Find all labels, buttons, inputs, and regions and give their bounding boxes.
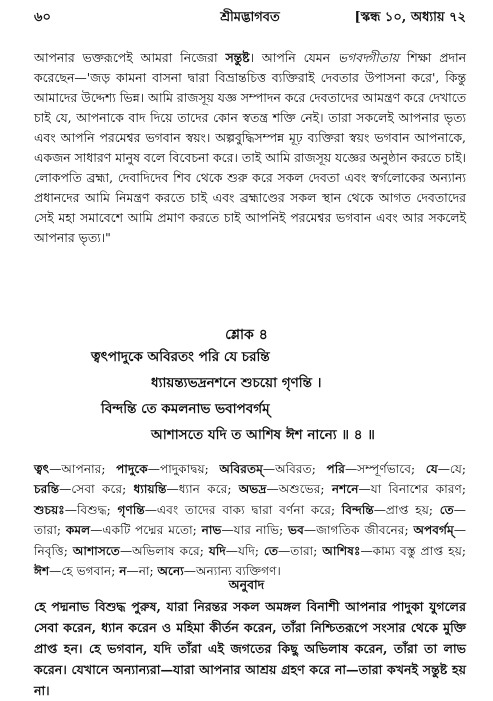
synonym-meaning: তারা; bbox=[34, 523, 66, 538]
verse-line-3: বিন্দন্তি তে কমলনাভ ভবাপবর্গম্ bbox=[101, 401, 270, 417]
synonym-word: ভব bbox=[288, 523, 304, 538]
synonym-word: তে bbox=[264, 543, 279, 558]
synonym-word: যদি bbox=[208, 543, 226, 558]
synonym-word: ন bbox=[119, 564, 127, 579]
synonym-word: নশনে bbox=[331, 482, 359, 497]
synonym-meaning: আপনার; bbox=[61, 462, 117, 476]
purport-text-1: আপনার ভক্তরূপেই আমরা নিজেরা bbox=[34, 50, 226, 65]
synonym-word: চরন্তি bbox=[34, 482, 60, 497]
synonym-meaning: তারা; bbox=[290, 543, 323, 558]
synonym-meaning: এবং তাদের বাক্য দ্বারা বর্ণনা করে; bbox=[156, 502, 342, 517]
synonym-meaning: না; bbox=[138, 564, 158, 579]
purport-bold-word: সন্তুষ্ট bbox=[225, 50, 250, 65]
purport-italic-title: ভগবদ্গীতায় bbox=[337, 50, 399, 65]
synonym-word: তে bbox=[439, 502, 454, 517]
verse-line-1: ত্বৎপাদুকে অবিরতং পরি যে চরন্তি bbox=[91, 349, 270, 365]
synonym-word: ধ্যায়ন্তি bbox=[133, 482, 167, 497]
synonym-meaning: যে; bbox=[449, 462, 466, 476]
synonym-word: নাভ bbox=[201, 523, 222, 538]
verse-line-2: ধ্যায়ন্ত্যভদ্রনশনে শুচয়ো গৃণন্তি । bbox=[151, 375, 322, 391]
synonym-word: পাদুকে bbox=[116, 462, 148, 476]
synonym-meaning: বিশুদ্ধ; bbox=[76, 502, 118, 517]
running-header bbox=[34, 6, 466, 28]
synonym-meaning: সম্পূর্ণভাবে; bbox=[357, 462, 426, 476]
synonym-word: গৃণন্তি bbox=[117, 502, 145, 517]
synonym-word: ত্বৎ bbox=[34, 462, 50, 476]
synonym-meaning: যার নাভি; bbox=[233, 523, 289, 538]
synonym-meaning: অন্যান্য ব্যক্তিগণ। bbox=[195, 564, 281, 579]
synonym-word: ঈশ bbox=[34, 564, 50, 579]
synonym-meaning: সেবা করে; bbox=[71, 482, 134, 497]
synonym-word: কমল bbox=[65, 523, 91, 538]
synonym-word: বিন্দন্তি bbox=[341, 502, 374, 517]
verse-title: শ্লোক ৪ bbox=[225, 327, 268, 343]
verse-line-4: আশাসতে যদি ত আশিষ ঈশ নান্যে ॥ ৪ ॥ bbox=[151, 427, 375, 443]
synonym-word: শুচয়ঃ bbox=[34, 502, 65, 517]
synonym-meaning: অভিলাষ করে; bbox=[132, 543, 209, 558]
translation-paragraph: হে পদ্মনাভ বিশুদ্ধ পুরুষ, যারা নিরন্তর সকল অমঙ্গল বিনাশী আপনার পাদুকা যুগলের সেবা করেন, ধ্যান করেন ও মহিমা কীর্তন করেন, তাঁরা নিশ্চিতরূপে সংসার থেকে মুক্তি প্রাপ্ত হন। হে ভগবান, যদি তাঁরা এই জগতের কিছু অভিলাষ করেন, তাঁরা তা লাভ করেন। যেখানে অন্যান্যরা—যারা আপনার আশ্রয় গ্রহণ করে না—তারা কখনই সন্তুষ্ট হয় না। bbox=[34, 599, 466, 698]
synonym-meaning: একটি পদ্মের মতো; bbox=[102, 523, 202, 538]
synonym-meaning: পাদুকাদ্বয়; bbox=[159, 462, 220, 476]
synonym-word: পরি bbox=[326, 462, 345, 476]
synonym-word: অবিরতম্ bbox=[219, 462, 263, 476]
synonym-meaning: যদি; bbox=[237, 543, 265, 558]
synonym-word: অভদ্র bbox=[238, 482, 267, 497]
purport-paragraph bbox=[34, 48, 466, 248]
synonym-meaning: অশুভের; bbox=[278, 482, 332, 497]
page-number: ৬০ bbox=[34, 10, 51, 25]
synonym-word: আশাসতে bbox=[72, 543, 120, 558]
synonym-meaning: ধ্যান করে; bbox=[178, 482, 239, 497]
synonym-meaning: নিবৃত্তি; bbox=[34, 543, 73, 558]
purport-text-3: শিক্ষা প্রদান করেছেন—'জড় কামনা বাসনা দ্বারা বিভ্রান্তচিত্ত ব্যক্তিরাই দেবতার উপাসনা করে', কিন্তু আমাদের উদ্দেশ্য ভিন্ন। আমি রাজসূয় যজ্ঞ সম্পাদন করে দেবতাদের আমন্ত্রণ করে দেখাতে চাই যে, আপনাকে বাদ দিয়ে তাদের কোন স্বতন্ত্র শক্তি নেই। তারা সকলেই আপনার ভৃত্য এবং আপনি পরমেশ্বর ভগবান স্বয়ং। অল্পবুদ্ধিসম্পন্ন মূঢ় ব্যক্তিরা স্বয়ং ভগবান আপনাকে, একজন সাধারণ মানুষ বলে বিবেচনা করে। তাই আমি রাজসূয় যজ্ঞের অনুষ্ঠান করতে চাই। লোকপতি ব্রহ্মা, দেবাদিদেব শিব থেকে শুরু করে সকল দেবতা এবং স্বর্গলোকের অন্যান্য প্রধানদের আমি নিমন্ত্রণ করতে চাই এবং ব্রহ্মাণ্ডের সকল স্থান থেকে আগত দেবতাদের সেই মহা সমাবেশে আমি প্রমাণ করতে চাই আপনিই পরমেশ্বর ভগবান এবং আর সকলেই আপনার ভৃত্য।" bbox=[34, 50, 466, 245]
synonym-word: আশিষঃ bbox=[322, 543, 361, 558]
synonym-meaning: প্রাপ্ত হয়; bbox=[385, 502, 440, 517]
book-title: শ্রীমদ্ভাগবত bbox=[220, 10, 280, 25]
synonym-meaning: কাম্য বস্তু প্রাপ্ত হয়; bbox=[372, 543, 466, 558]
synonym-meaning: যা বিনাশের কারণ; bbox=[370, 482, 467, 497]
synonym-meaning: হে ভগবান; bbox=[61, 564, 120, 579]
synonym-meaning: অবিরত; bbox=[275, 462, 327, 476]
synonym-meaning: জাগতিক জীবনের; bbox=[316, 523, 414, 538]
translation-title: অনুবাদ bbox=[228, 577, 265, 592]
purport-text-2: । আপনি যেমন bbox=[249, 50, 338, 65]
synonym-word: যে bbox=[425, 462, 438, 476]
chapter-reference: [স্কন্ধ ১০, অধ্যায় ৭২ bbox=[354, 10, 466, 25]
synonym-word: অপবর্গম্ bbox=[413, 523, 454, 538]
synonym-word: অন্যে bbox=[157, 564, 184, 579]
synonyms-paragraph: ত্বৎ—আপনার; পাদুকে—পাদুকাদ্বয়; অবিরতম্—অবিরত; পরি—সম্পূর্ণভাবে; যে—যে; চরন্তি—সেবা করে; ধ্যায়ন্তি—ধ্যান করে; অভদ্র—অশুভের; নশনে—যা বিনাশের কারণ; শুচয়ঃ—বিশুদ্ধ; গৃণন্তি—এবং তাদের বাক্য দ্বারা বর্ণনা করে; বিন্দন্তি—প্রাপ্ত হয়; তে—তারা; কমল—একটি পদ্মের মতো; নাভ—যার নাভি; ভব—জাগতিক জীবনের; অপবর্গম্—নিবৃত্তি; আশাসতে—অভিলাষ করে; যদি—যদি; তে—তারা; আশিষঃ—কাম্য বস্তু প্রাপ্ত হয়; ঈশ—হে ভগবান; ন—না; অন্যে—অন্যান্য ব্যক্তিগণ। bbox=[34, 462, 467, 579]
